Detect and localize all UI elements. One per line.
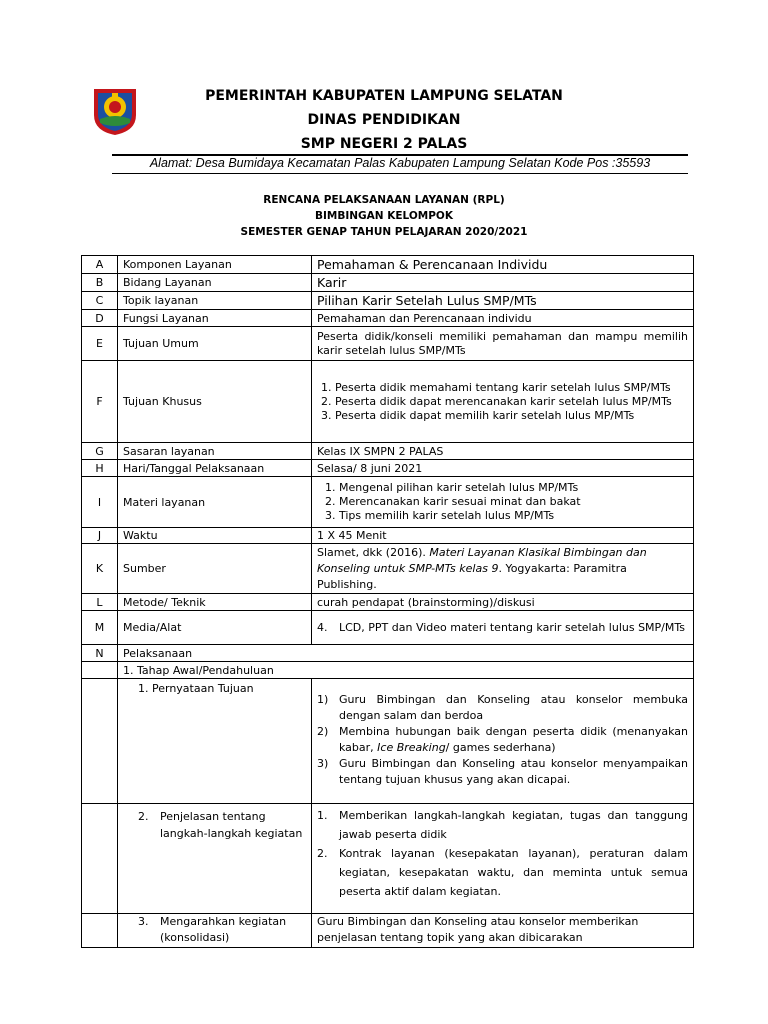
doc-title: RENCANA PELAKSANAAN LAYANAN (RPL) — [263, 194, 505, 206]
list-item: Guru Bimbingan dan Konseling atau konselor membuka dengan salam dan berdoa — [339, 693, 688, 722]
header-rule-bottom — [112, 173, 688, 174]
list-item: 1. Mengenal pilihan karir setelah lulus MP/MTs — [339, 481, 688, 495]
row-label: Komponen Layanan — [118, 256, 312, 274]
list-number: 2. — [317, 847, 328, 860]
row-value — [312, 477, 694, 528]
step-title: Penjelasan tentang langkah-langkah kegiatan — [160, 810, 303, 840]
row-code-empty — [82, 914, 118, 948]
row-code-empty — [82, 804, 118, 914]
header-school: SMP NEGERI 2 PALAS — [300, 136, 468, 152]
media-text: LCD, PPT dan Video materi tentang karir setelah lulus SMP/MTs — [339, 620, 686, 634]
row-code: I — [82, 477, 118, 528]
table-row — [82, 679, 694, 804]
row-code: J — [82, 528, 118, 544]
row-value: curah pendapat (brainstorming)/diskusi — [312, 594, 694, 611]
step-content — [312, 679, 694, 804]
row-code-empty — [82, 662, 118, 679]
table-row — [82, 528, 694, 544]
list-item — [339, 724, 688, 756]
step-label: 1. Pernyataan Tujuan — [118, 679, 312, 804]
list-item-text: / games sederhana) — [445, 741, 556, 754]
step-label — [118, 914, 312, 948]
list-item: Guru Bimbingan dan Konseling atau konselor menyampaikan tentang tujuan khusus yang akan dicapai. — [339, 757, 688, 786]
table-row — [82, 292, 694, 310]
row-value — [312, 361, 694, 443]
doc-subtitle: BIMBINGAN KELOMPOK — [314, 210, 453, 222]
list-item: Memberikan langkah-langkah kegiatan, tugas dan tanggung jawab peserta didik — [339, 809, 688, 841]
table-row — [82, 594, 694, 611]
source-author: Slamet, dkk (2016). — [317, 545, 430, 559]
list-item: 3. Peserta didik dapat memilih karir setelah lulus MP/MTs — [335, 409, 688, 423]
row-label: Sasaran layanan — [118, 443, 312, 460]
row-code: M — [82, 611, 118, 645]
source-book-title: Materi Layanan Klasikal Bimbingan dan Konseling untuk SMP-MTs kelas 9 — [317, 545, 647, 575]
list-item: 2. Merencanakan karir sesuai minat dan bakat — [339, 495, 688, 509]
list-number: 3) — [317, 757, 329, 770]
row-code: B — [82, 274, 118, 292]
row-code: E — [82, 327, 118, 361]
table-row — [82, 662, 694, 679]
list-number: 2) — [317, 725, 329, 738]
step-number: 2. — [138, 810, 149, 823]
table-row — [82, 274, 694, 292]
row-label: Tujuan Khusus — [118, 361, 312, 443]
source-publisher: . Yogyakarta: Paramitra Publishing. — [317, 561, 627, 591]
list-item: 1. Peserta didik memahami tentang karir setelah lulus SMP/MTs — [335, 381, 688, 395]
table-row — [82, 544, 694, 594]
list-item: 2. Peserta didik dapat merencanakan karir setelah lulus MP/MTs — [335, 395, 688, 409]
table-row — [82, 361, 694, 443]
list-item-text: Membina hubungan baik dengan peserta didik (menanyakan kabar, — [339, 725, 688, 754]
row-code: N — [82, 645, 118, 662]
table-row — [82, 645, 694, 662]
row-value — [312, 611, 694, 645]
rpl-table — [81, 255, 694, 948]
row-value: Pemahaman dan Perencanaan individu — [312, 310, 694, 327]
row-label: Materi layanan — [118, 477, 312, 528]
table-row — [82, 443, 694, 460]
row-code-empty — [82, 679, 118, 804]
row-value: Kelas IX SMPN 2 PALAS — [312, 443, 694, 460]
row-label: Tujuan Umum — [118, 327, 312, 361]
row-label: Metode/ Teknik — [118, 594, 312, 611]
row-code: H — [82, 460, 118, 477]
table-row — [82, 611, 694, 645]
table-row — [82, 914, 694, 948]
row-value: 1 X 45 Menit — [312, 528, 694, 544]
row-value: Peserta didik/konseli memiliki pemahaman dan mampu memilih karir setelah lulus SMP/MTs — [312, 327, 694, 361]
step-content — [312, 804, 694, 914]
list-item-emphasis: Ice Breaking — [377, 741, 446, 754]
row-value: Karir — [312, 274, 694, 292]
row-label: Topik layanan — [118, 292, 312, 310]
step-label — [118, 804, 312, 914]
row-label: Sumber — [118, 544, 312, 594]
step-number: 3. — [138, 915, 149, 928]
table-row — [82, 804, 694, 914]
list-number: 1. — [317, 809, 328, 822]
header-department: DINAS PENDIDIKAN — [307, 112, 461, 128]
row-value: Pemahaman & Perencanaan Individu — [312, 256, 694, 274]
row-code: K — [82, 544, 118, 594]
header-government: PEMERINTAH KABUPATEN LAMPUNG SELATAN — [205, 88, 563, 104]
row-label: Hari/Tanggal Pelaksanaan — [118, 460, 312, 477]
table-row — [82, 477, 694, 528]
row-label: Waktu — [118, 528, 312, 544]
list-number: 1) — [317, 693, 329, 706]
header-address: Alamat: Desa Bumidaya Kecamatan Palas Kabupaten Lampung Selatan Kode Pos :35593 — [149, 156, 651, 170]
row-value: Selasa/ 8 juni 2021 — [312, 460, 694, 477]
doc-semester: SEMESTER GENAP TAHUN PELAJARAN 2020/2021 — [240, 226, 528, 238]
table-row — [82, 310, 694, 327]
table-row — [82, 256, 694, 274]
table-row — [82, 327, 694, 361]
step-title: Mengarahkan kegiatan (konsolidasi) — [160, 915, 287, 944]
row-code: D — [82, 310, 118, 327]
row-code: G — [82, 443, 118, 460]
row-label: Pelaksanaan — [118, 645, 694, 662]
list-item: Kontrak layanan (kesepakatan layanan), peraturan dalam kegiatan, kesepakatan waktu, dan meminta untuk semua peserta aktif dalam kegiatan. — [339, 847, 688, 898]
list-number: 4. — [317, 620, 328, 634]
step-content: Guru Bimbingan dan Konseling atau konselor memberikan penjelasan tentang topik yang akan dibicarakan — [312, 914, 694, 948]
row-label: Media/Alat — [118, 611, 312, 645]
row-label: Bidang Layanan — [118, 274, 312, 292]
row-value: Pilihan Karir Setelah Lulus SMP/MTs — [312, 292, 694, 310]
row-code: C — [82, 292, 118, 310]
row-value — [312, 544, 694, 594]
list-item: 3. Tips memilih karir setelah lulus MP/MTs — [339, 509, 688, 523]
row-code: L — [82, 594, 118, 611]
row-code: A — [82, 256, 118, 274]
row-label: Fungsi Layanan — [118, 310, 312, 327]
table-row — [82, 460, 694, 477]
stage-heading: 1. Tahap Awal/Pendahuluan — [118, 662, 694, 679]
row-code: F — [82, 361, 118, 443]
